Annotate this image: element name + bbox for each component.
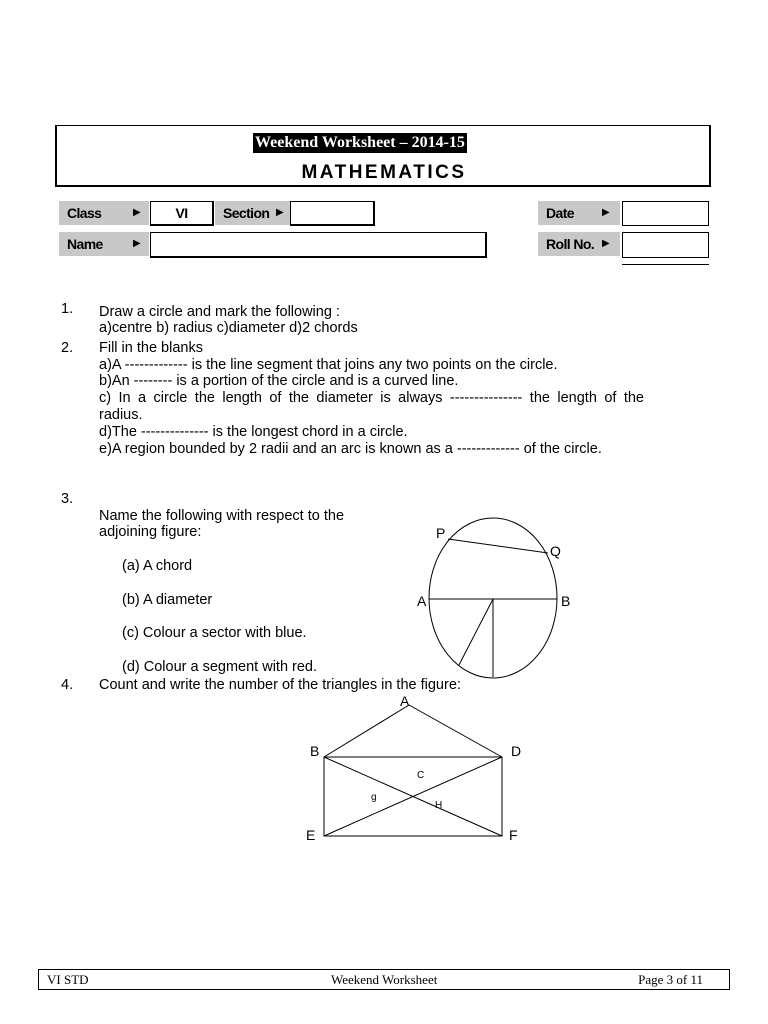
rollno-label-cell [538, 232, 620, 256]
class-label: Class [67, 205, 102, 221]
name-field[interactable] [150, 232, 487, 258]
q3-text: Name the following with respect to the [99, 508, 345, 524]
rollno-label: Roll No. [546, 236, 595, 252]
label-a: A [417, 593, 427, 609]
arrow-icon: ▶ [276, 207, 284, 218]
class-field[interactable]: VI [150, 201, 214, 226]
q2-item-c: c) In a circle the length of the diameter is always --------------- the length of the [99, 390, 644, 406]
q3-item-c: (c) Colour a sector with blue. [122, 625, 307, 641]
section-label-cell [215, 201, 290, 225]
label-p: P [436, 525, 446, 541]
q3-number: 3. [61, 491, 74, 507]
footer-title: Weekend Worksheet [331, 972, 438, 987]
q2-item-b: b)An -------- is a portion of the circle and is a curved line. [99, 373, 459, 389]
name-label-cell [59, 232, 149, 256]
footer-page-number: Page 3 of 11 [638, 972, 703, 987]
section-field[interactable] [290, 201, 375, 226]
label-h: H [435, 800, 443, 811]
q3-item-b: (b) A diameter [122, 592, 213, 608]
label-b: B [310, 743, 320, 759]
section-label: Section [223, 205, 270, 221]
q2-item-d: d)The -------------- is the longest chord in a circle. [99, 424, 408, 440]
q2-number: 2. [61, 340, 74, 356]
q3-item-a: (a) A chord [122, 558, 193, 574]
q1-options: a)centre b) radius c)diameter d)2 chords [99, 320, 358, 336]
arrow-icon: ▶ [602, 207, 610, 218]
page-footer [38, 969, 730, 990]
circle-figure [400, 515, 600, 680]
label-g: g [371, 792, 377, 803]
class-label-cell [59, 201, 149, 225]
q4-number: 4. [61, 677, 74, 693]
label-f: F [509, 827, 518, 843]
date-label-cell [538, 201, 620, 225]
rollno-field[interactable] [622, 232, 709, 258]
worksheet-banner: Weekend Worksheet – 2014-15 [255, 134, 465, 151]
q2-item-a: a)A ------------- is the line segment that joins any two points on the circle. [99, 357, 558, 373]
line-ab [324, 705, 409, 757]
q3-item-d: (d) Colour a segment with red. [122, 659, 318, 675]
chord-pq [448, 539, 548, 553]
q3-text-cont: adjoining figure: [99, 524, 202, 540]
label-q: Q [550, 543, 561, 559]
date-field[interactable] [622, 201, 709, 226]
label-b: B [561, 593, 571, 609]
line-ad [409, 705, 502, 757]
q1-number: 1. [61, 301, 74, 317]
label-e: E [306, 827, 316, 843]
q2-item-e: e)A region bounded by 2 radii and an arc is known as a ------------- of the circle. [99, 441, 602, 457]
q4-text: Count and write the number of the triangles in the figure: [99, 677, 461, 693]
name-label: Name [67, 236, 103, 252]
triangles-figure [295, 690, 535, 850]
arrow-icon: ▶ [133, 207, 141, 218]
arrow-icon: ▶ [133, 238, 141, 249]
divider [622, 264, 709, 265]
q1-text: Draw a circle and mark the following : [99, 304, 340, 320]
label-c: C [417, 770, 425, 781]
q2-title: Fill in the blanks [99, 340, 203, 356]
footer-class: VI STD [47, 972, 89, 987]
label-d: D [511, 743, 522, 759]
subject-title: MATHEMATICS [301, 162, 467, 183]
date-label: Date [546, 205, 574, 221]
label-a: A [400, 693, 410, 709]
arrow-icon: ▶ [602, 238, 610, 249]
radius-line [459, 599, 493, 665]
q2-item-c-cont: radius. [99, 407, 143, 423]
